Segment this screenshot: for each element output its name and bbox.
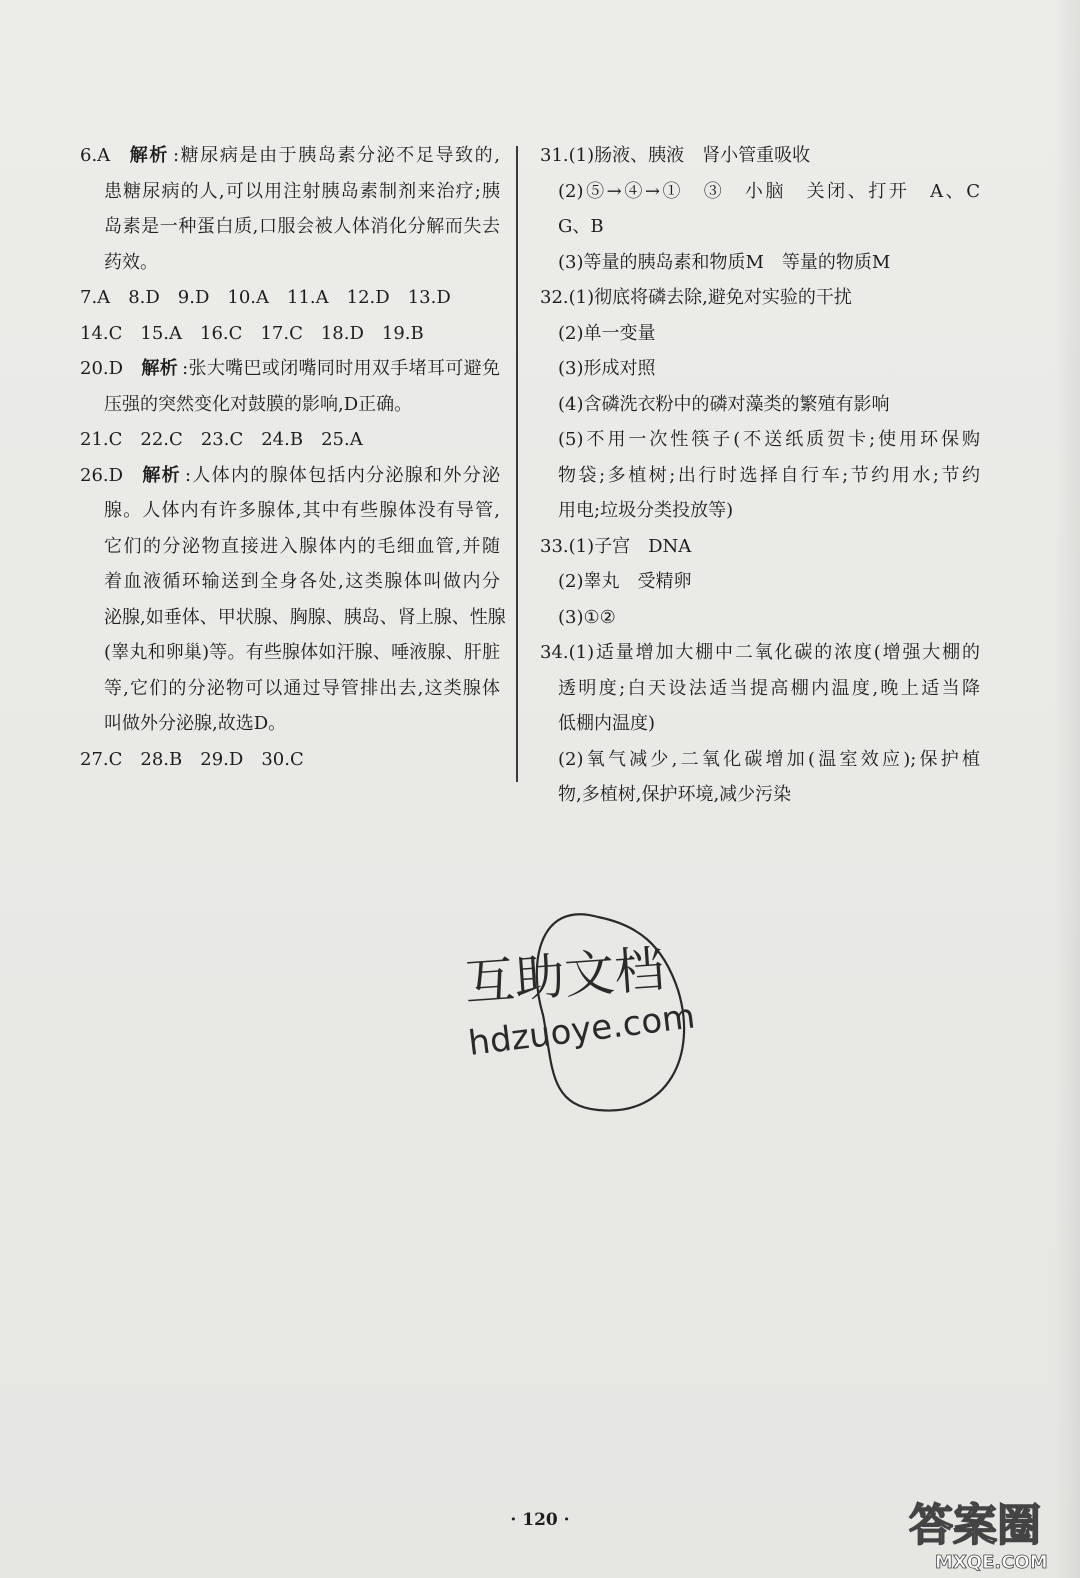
q33-line: (3)①② bbox=[558, 606, 616, 628]
answer: 11.A bbox=[287, 287, 329, 308]
answer: 21.C bbox=[80, 429, 123, 450]
q20-first-line bbox=[80, 351, 500, 387]
q26-line: 着血液循环输送到全身各处,这类腺体叫做内分 bbox=[104, 571, 500, 592]
answers-row-14-19 bbox=[80, 316, 500, 352]
answer: 8.D bbox=[128, 287, 160, 308]
question-number: 26.D bbox=[80, 464, 124, 486]
stamp-line-2: hdzuoye.com bbox=[466, 996, 698, 1064]
answer: 30.C bbox=[261, 748, 304, 770]
q31-line: G、B bbox=[558, 216, 604, 237]
q32-line: 物袋;多植树;出行时选择自行车;节约用水;节约 bbox=[558, 464, 980, 486]
q6-line: 岛素是一种蛋白质,口服会被人体消化分解而失去 bbox=[104, 216, 500, 237]
question-number: 6.A bbox=[80, 145, 111, 166]
q34-line: 透明度;白天设法适当提高棚内温度,晚上适当降 bbox=[558, 677, 980, 699]
q26-line: 它们的分泌物直接进入腺体内的毛细血管,并随 bbox=[104, 535, 500, 557]
right-column bbox=[540, 138, 980, 813]
q34-line: 34.(1)适量增加大棚中二氧化碳的浓度(增强大棚的 bbox=[540, 642, 980, 663]
q32-line: 32.(1)彻底将磷去除,避免对实验的干扰 bbox=[540, 287, 852, 308]
page-edge-shadow bbox=[1054, 0, 1080, 1578]
q26-line: 腺。人体内有许多腺体,其中有些腺体没有导管, bbox=[104, 500, 500, 521]
answer: 14.C bbox=[80, 322, 123, 344]
answers-row-27-30 bbox=[80, 742, 500, 778]
answer: 17.C bbox=[260, 322, 303, 344]
q20-line: 压强的突然变化对鼓膜的影响,D正确。 bbox=[104, 393, 413, 415]
watermark-url: MXQE.COM bbox=[935, 1552, 1048, 1573]
q33-line: (2)睾丸 受精卵 bbox=[558, 571, 692, 592]
q6-first-line bbox=[80, 138, 500, 174]
handwritten-stamp bbox=[448, 905, 718, 1115]
q32-line: (5)不用一次性筷子(不送纸质贺卡;使用环保购 bbox=[558, 429, 980, 450]
analysis-label: 解析 bbox=[128, 145, 169, 166]
q26-line: 泌腺,如垂体、甲状腺、胸腺、胰岛、肾上腺、性腺 bbox=[104, 606, 506, 628]
page-number: · 120 · bbox=[510, 1510, 570, 1530]
analysis-label: 解析 bbox=[141, 358, 179, 379]
answer: 15.A bbox=[140, 322, 183, 344]
q32-line: (4)含磷洗衣粉中的磷对藻类的繁殖有影响 bbox=[558, 393, 890, 415]
answer: 9.D bbox=[177, 287, 210, 308]
q34-line: 物,多植树,保护环境,减少污染 bbox=[558, 784, 792, 805]
watermark-chars: 答案圈 bbox=[909, 1500, 1041, 1551]
q34-line: 低棚内温度) bbox=[558, 713, 656, 734]
answer: 22.C bbox=[140, 429, 183, 450]
answer: 19.B bbox=[381, 322, 424, 344]
watermark-logo bbox=[905, 1488, 1075, 1574]
q33-line: 33.(1)子宫 DNA bbox=[540, 535, 692, 557]
answer: 18.D bbox=[320, 322, 364, 344]
answer: 12.D bbox=[346, 287, 390, 308]
q6-line: 患糖尿病的人,可以用注射胰岛素制剂来治疗;胰 bbox=[104, 180, 500, 202]
answer: 25.A bbox=[321, 429, 363, 450]
answer: 27.C bbox=[80, 748, 123, 770]
analysis-text: :糖尿病是由于胰岛素分泌不足导致的, bbox=[173, 145, 500, 166]
q32-line: (3)形成对照 bbox=[558, 358, 656, 379]
answers-row-7-13 bbox=[80, 280, 500, 316]
answer: 23.C bbox=[200, 429, 244, 450]
column-divider bbox=[516, 146, 518, 782]
q32-line: (2)单一变量 bbox=[558, 322, 656, 344]
q31-line: 31.(1)肠液、胰液 肾小管重吸收 bbox=[540, 145, 811, 166]
stamp-line-1: 互助文档 bbox=[462, 940, 667, 1012]
q34-line: (2)氧气减少,二氧化碳增加(温室效应);保护植 bbox=[558, 748, 980, 770]
left-column bbox=[80, 138, 506, 777]
answer: 13.D bbox=[407, 287, 451, 308]
question-number: 20.D bbox=[80, 358, 124, 379]
answer: 29.D bbox=[200, 748, 244, 770]
q31-line: (2)⑤→④→① ③ 小脑 关闭、打开 A、C bbox=[558, 180, 980, 202]
q26-line: (睾丸和卵巢)等。有些腺体如汗腺、唾液腺、肝脏 bbox=[104, 642, 500, 663]
q32-line: 用电;垃圾分类投放等) bbox=[558, 500, 734, 521]
answer: 24.B bbox=[261, 429, 304, 450]
q31-line: (3)等量的胰岛素和物质M 等量的物质M bbox=[558, 251, 891, 273]
answer: 10.A bbox=[227, 287, 270, 308]
analysis-text: :人体内的腺体包括内分泌腺和外分泌 bbox=[185, 464, 500, 486]
answer: 28.B bbox=[140, 748, 183, 770]
answer: 7.A bbox=[80, 287, 111, 308]
answers-row-21-25 bbox=[80, 422, 500, 458]
q26-line: 叫做外分泌腺,故选D。 bbox=[104, 713, 287, 734]
q6-line: 药效。 bbox=[104, 251, 158, 273]
q26-first-line bbox=[80, 458, 500, 494]
analysis-text: :张大嘴巴或闭嘴同时用双手堵耳可避免 bbox=[182, 358, 500, 379]
q26-line: 等,它们的分泌物可以通过导管排出去,这类腺体 bbox=[104, 677, 500, 699]
answer: 16.C bbox=[200, 322, 243, 344]
analysis-label: 解析 bbox=[141, 464, 181, 486]
